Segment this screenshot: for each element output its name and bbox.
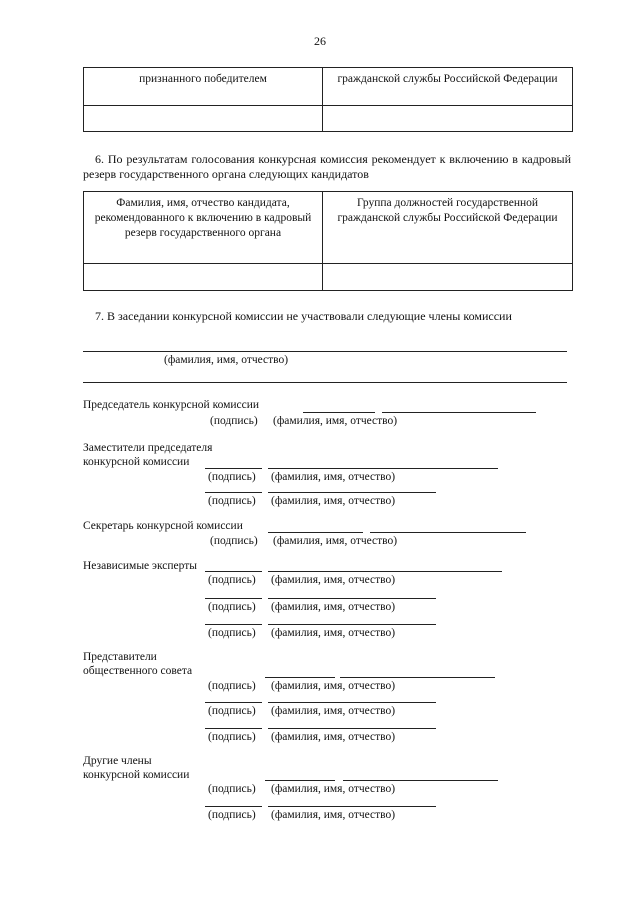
podpis-hint: (подпись): [210, 415, 258, 427]
table-continuation: [83, 67, 573, 132]
deputies-label-1: Заместители председателя: [83, 442, 213, 454]
signature-hint: [208, 626, 395, 640]
signature-hint: [208, 470, 395, 484]
fio-hint: (фамилия, имя, отчество): [271, 601, 396, 613]
fio-hint: (фамилия, имя, отчество): [271, 471, 396, 483]
fio-hint: (фамилия, имя, отчество): [271, 495, 396, 507]
signature-hint: [210, 534, 397, 548]
page-number: 26: [314, 34, 326, 48]
section-7-text: [83, 309, 571, 324]
podpis-hint: (подпись): [208, 574, 256, 586]
absent-members-line-2: [83, 382, 567, 383]
table-cell: гражданской службы Российской Федерации: [323, 68, 573, 106]
deputy-1-name-line: [268, 468, 498, 469]
expert-2-name-line: [268, 598, 436, 599]
podpis-hint: (подпись): [208, 731, 256, 743]
deputy-2-signature-line: [205, 492, 262, 493]
secretary-label: Секретарь конкурсной комиссии: [83, 520, 243, 532]
public-2-name-line: [268, 702, 436, 703]
fio-hint: (фамилия, имя, отчество): [273, 415, 398, 427]
fio-hint: (фамилия, имя, отчество): [271, 574, 396, 586]
chairman-signature-line: [303, 412, 375, 413]
table-cell: [84, 106, 323, 132]
table-header-row: [84, 192, 573, 264]
deputy-1-signature-line: [205, 468, 262, 469]
table-row: [84, 68, 573, 106]
deputy-2-name-line: [268, 492, 436, 493]
fio-hint: (фамилия, имя, отчество): [271, 705, 396, 717]
other-1-signature-line: [265, 780, 335, 781]
table-cell: [84, 264, 323, 291]
podpis-hint: (подпись): [208, 809, 256, 821]
column-header-candidate: Фамилия, имя, отчество кандидата, рекомендованного к включению в кадровый резерв государственного органа: [84, 192, 323, 264]
deputies-label-2: конкурсной комиссии: [83, 456, 190, 468]
table-cell: [323, 106, 573, 132]
fio-hint: (фамилия, имя, отчество): [273, 535, 398, 547]
fio-hint: (фамилия, имя, отчество): [271, 731, 396, 743]
podpis-hint: (подпись): [208, 601, 256, 613]
fio-hint: (фамилия, имя, отчество): [164, 354, 289, 366]
expert-3-signature-line: [205, 624, 262, 625]
table-cell: признанного победителем: [84, 68, 323, 106]
column-header-group: Группа должностей государственной гражданской службы Российской Федерации: [323, 192, 573, 264]
podpis-hint: (подпись): [208, 705, 256, 717]
signature-hint: [208, 494, 395, 508]
expert-1-name-line: [268, 571, 502, 572]
table-row: [84, 106, 573, 132]
section-7-content: 7. В заседании конкурсной комиссии не участвовали следующие члены комиссии: [95, 309, 512, 323]
table-row: [84, 264, 573, 291]
podpis-hint: (подпись): [210, 535, 258, 547]
experts-label: Независимые эксперты: [83, 560, 197, 572]
other-members-label-1: Другие члены: [83, 755, 152, 767]
podpis-hint: (подпись): [208, 680, 256, 692]
signature-hint: [208, 679, 395, 693]
signature-hint: [208, 704, 395, 718]
signature-hint: [208, 730, 395, 744]
secretary-signature-line: [268, 532, 363, 533]
podpis-hint: (подпись): [208, 783, 256, 795]
reserve-candidates-table: [83, 191, 573, 291]
signature-hint: [208, 808, 395, 822]
expert-2-signature-line: [205, 598, 262, 599]
chairman-label: Председатель конкурсной комиссии: [83, 399, 260, 411]
fio-hint: (фамилия, имя, отчество): [271, 783, 396, 795]
section-6-content: 6. По результатам голосования конкурсная комиссия рекомендует к включению в кадровый резерв государственного органа следующих кандидатов: [83, 152, 571, 181]
fio-hint: (фамилия, имя, отчество): [271, 627, 396, 639]
podpis-hint: (подпись): [208, 495, 256, 507]
public-3-name-line: [268, 728, 436, 729]
expert-1-signature-line: [205, 571, 262, 572]
signature-hint: [208, 600, 395, 614]
public-1-signature-line: [265, 677, 335, 678]
fio-hint: (фамилия, имя, отчество): [271, 809, 396, 821]
table-cell: [323, 264, 573, 291]
signature-hint: [208, 782, 395, 796]
other-1-name-line: [343, 780, 498, 781]
public-council-label-1: Представители: [83, 651, 157, 663]
expert-3-name-line: [268, 624, 436, 625]
absent-members-line-1: [83, 351, 567, 352]
podpis-hint: (подпись): [208, 627, 256, 639]
signature-hint: [210, 414, 397, 428]
signature-hint: [208, 573, 395, 587]
public-2-signature-line: [205, 702, 262, 703]
chairman-name-line: [382, 412, 536, 413]
other-2-signature-line: [205, 806, 262, 807]
other-2-name-line: [268, 806, 436, 807]
podpis-hint: (подпись): [208, 471, 256, 483]
public-council-label-2: общественного совета: [83, 665, 193, 677]
fio-hint: (фамилия, имя, отчество): [271, 680, 396, 692]
public-3-signature-line: [205, 728, 262, 729]
secretary-name-line: [370, 532, 526, 533]
public-1-name-line: [340, 677, 495, 678]
section-6-text: [83, 152, 571, 182]
other-members-label-2: конкурсной комиссии: [83, 769, 190, 781]
